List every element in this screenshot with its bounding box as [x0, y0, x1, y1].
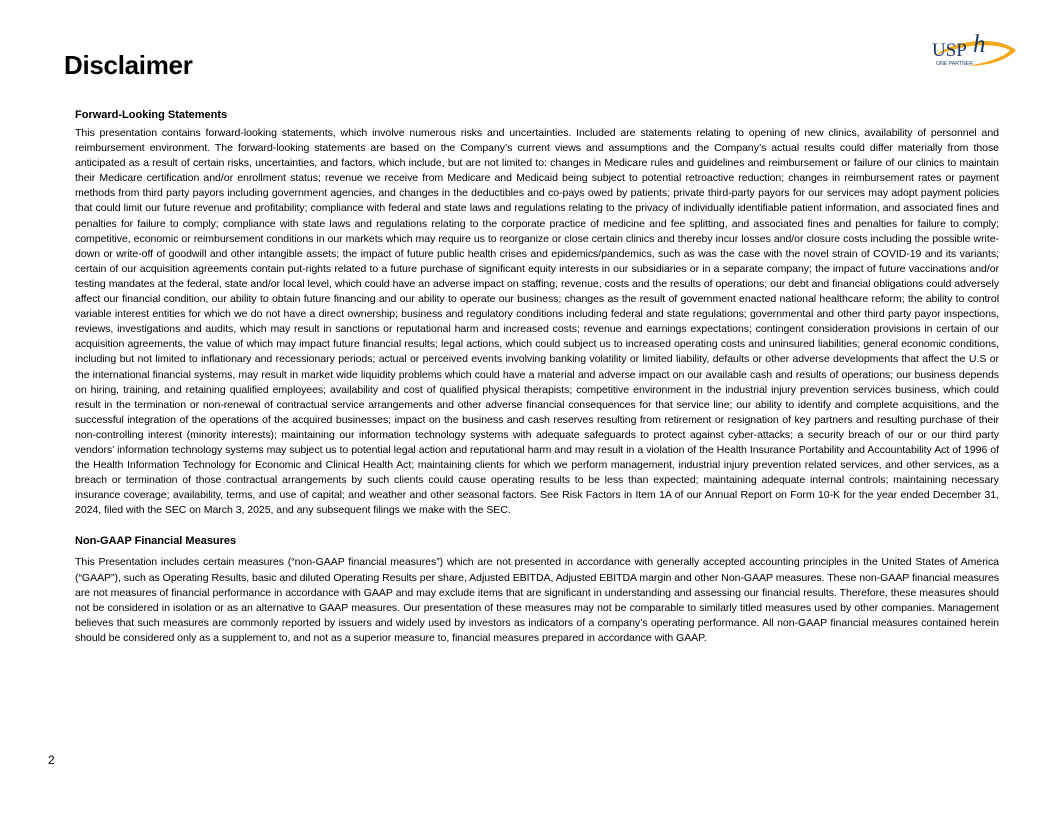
logo-tagline: ONE PARTNER	[936, 61, 973, 67]
forward-looking-heading: Forward-Looking Statements	[75, 109, 228, 121]
non-gaap-body: This Presentation includes certain measures (“non-GAAP financial measures”) which are not presented in accordance with generally accepted accounting principles in the United States of America (“GAAP”), such as Operating Results, basic and diluted Operating Results per share, Adjusted EBITDA, Adjusted EBITDA margin and other Non-GAAP measures. These non-GAAP financial measures are not measures of financial performance in accordance with GAAP and may exclude items that are significant in understanding and assessing our financial results. Therefore, these measures should not be considered in isolation or as an alternative to GAAP measures. Our presentation of these measures may not be comparable to similarly titled measures used by other companies. Management believes that such measures are commonly reported by issuers and widely used by investors as indicators of a company’s operating performance. All non-GAAP financial measures contained herein should be considered only as a supplement to, and not as a superior measure to, financial measures prepared in accordance with GAAP.	[75, 556, 999, 644]
forward-looking-section	[75, 108, 999, 518]
page-title: Disclaimer	[64, 50, 193, 80]
usph-logo	[928, 30, 1020, 72]
non-gaap-heading: Non-GAAP Financial Measures	[75, 535, 237, 548]
non-gaap-section	[75, 534, 999, 646]
forward-looking-body: This presentation contains forward-looking statements, which involve numerous risks and uncertainties. Included are statements relating to opening of new clinics, availability of personnel and reimbursement environment. The forward-looking statements are based on the Company’s current views and assumptions and the Company’s actual results could differ materially from those anticipated as a result of certain risks, uncertainties, and factors, which include, but are not limited to: changes in Medicare rules and guidelines and reimbursement or failure of our clinics to maintain their Medicare certification and/or enrollment status; revenue we receive from Medicare and Medicaid being subject to potential retroactive reduction; changes in reimbursement rates or payment methods from third party payors including government agencies, and changes in the deductibles and co-pays owed by patients; private third-party payors for our services may adopt payment policies that could limit our future revenue and profitability; compliance with federal and state laws and regulations relating to the privacy of individually identifiable patient information, and associated fines and penalties for failure to comply; compliance with state laws and regulations relating to the corporate practice of medicine and fee splitting, and associated fines and penalties for failure to comply; competitive, economic or reimbursement conditions in our markets which may require us to reorganize or close certain clinics and thereby incur losses and/or closure costs including the possible write-down or write-off of goodwill and other intangible assets; the impact of future public health crises and epidemics/pandemics, such as was the case with the novel strain of COVID-19 and its variants; certain of our acquisition agreements contain put-rights related to a future purchase of significant equity interests in our subsidiaries or in a separate company; the impact of future vaccinations and/or testing mandates at the federal, state and/or local level, which could have an adverse impact on staffing, revenue, costs and the results of operations; our debt and financial obligations could adversely affect our financial condition, our ability to obtain future financing and our ability to operate our business; changes as the result of government enacted national healthcare reform; the ability to control variable interest entities for which we do not have a direct ownership; business and regulatory conditions including federal and state regulations; governmental and other third party payor inspections, reviews, investigations and audits, which may result in sanctions or reputational harm and increased costs; revenue and earnings expectations; contingent consideration provisions in certain of our acquisition agreements, the value of which may impact future financial results; legal actions, which could subject us to increased operating costs and uninsured liabilities; general economic conditions, including but not limited to inflationary and recessionary periods; actual or perceived events involving banking volatility or limited liability, defaults or other adverse developments that affect the U.S or the international financial systems, may result in market wide liquidity problems which could have a material and adverse impact on our available cash and results of operations; our business depends on hiring, training, and retaining qualified employees; availability and cost of qualified physical therapists; competitive environment in the industrial injury prevention services business, which could result in the termination or non-renewal of contractual service arrangements and other adverse financial consequences for that service line; our ability to identify and complete acquisitions, and the successful integration of the operations of the acquired businesses; impact on the business and cash reserves resulting from retirement or resignation of key partners and resulting purchase of their non-controlling interest (minority interests); maintaining our information technology systems with adequate safeguards to protect against cyber-attacks; a security breach of our or our third party vendors’ information technology systems may subject us to potential legal action and reputational harm and may result in a violation of the Health Insurance Portability and Accountability Act of 1996 of the Health Information Technology for Economic and Clinical Health Act; maintaining clients for which we perform management, industrial injury prevention related services, and other services, as a breach or termination of those contractual arrangements by such clients could cause operating results to be less than expected; maintaining adequate internal controls; maintaining necessary insurance coverage; availability, terms, and use of capital; and weather and other seasonal factors. See Risk Factors in Item 1A of our Annual Report on Form 10-K for the year ended December 31, 2024, filed with the SEC on March 3, 2025, and any subsequent filings we make with the SEC.	[75, 127, 999, 517]
disclaimer-content	[75, 108, 999, 646]
logo-wordmark-accent: h	[973, 31, 986, 58]
page-number: 2	[48, 753, 55, 767]
logo-wordmark-main: USP	[932, 40, 967, 61]
